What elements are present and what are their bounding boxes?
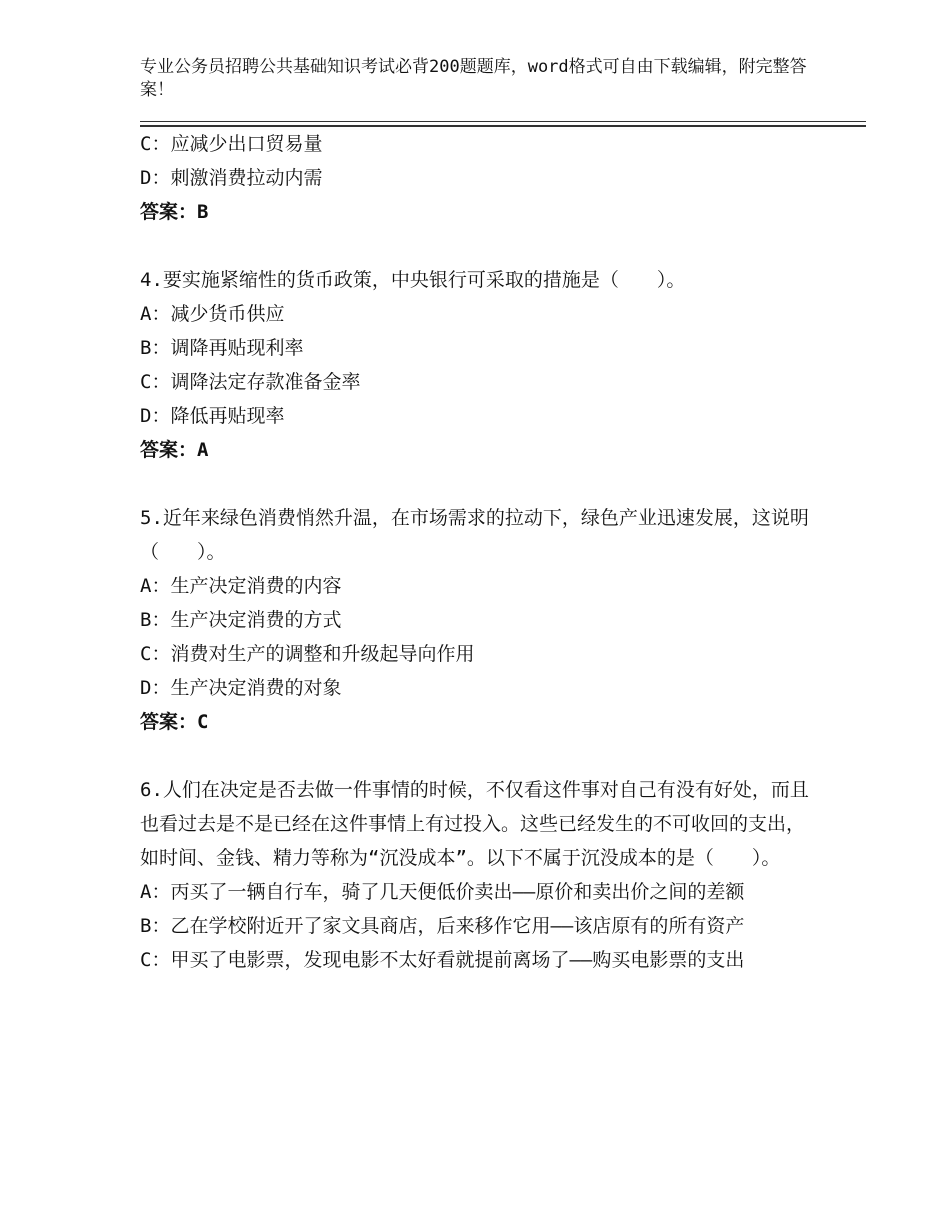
- question-stem: 6.人们在决定是否去做一件事情的时候，不仅看这件事对自己有没有好处，而且也看过去是不是已经在这件事情上有过投入。这些已经发生的不可收回的支出，如时间、金钱、精力等称为“沉没成本”。以下不属于沉没成本的是（ ）。: [140, 779, 809, 869]
- question-stem: 4.要实施紧缩性的货币政策，中央银行可采取的措施是（ ）。: [140, 269, 686, 291]
- header-divider-thin: [140, 121, 866, 122]
- document-header: 专业公务员招聘公共基础知识考试必背200题题库，word格式可自由下载编辑，附完整答案！: [140, 57, 807, 100]
- option-c: C：消费对生产的调整和升级起导向作用: [140, 643, 475, 665]
- answer-label: 答案：C: [140, 711, 209, 733]
- spacer: [140, 229, 820, 263]
- answer-label: 答案：B: [140, 201, 209, 223]
- question-stem: 5.近年来绿色消费悄然升温，在市场需求的拉动下，绿色产业迅速发展，这说明（ ）。: [140, 507, 809, 563]
- question-content: [140, 127, 820, 977]
- option-d: D：生产决定消费的对象: [140, 677, 342, 699]
- option-b: B：调降再贴现利率: [140, 337, 304, 359]
- answer-label: 答案：A: [140, 439, 209, 461]
- option-d: D：刺激消费拉动内需: [140, 167, 323, 189]
- question-previous-partial: [140, 127, 820, 229]
- question-6: [140, 773, 820, 977]
- option-d: D：降低再贴现率: [140, 405, 285, 427]
- option-a: A：生产决定消费的内容: [140, 575, 342, 597]
- option-a: A：减少货币供应: [140, 303, 285, 325]
- spacer: [140, 467, 820, 501]
- question-5: [140, 501, 820, 739]
- spacer: [140, 739, 820, 773]
- question-4: [140, 263, 820, 467]
- option-b: B：生产决定消费的方式: [140, 609, 342, 631]
- option-c: C：甲买了电影票，发现电影不太好看就提前离场了——购买电影票的支出: [140, 949, 745, 971]
- option-c: C：应减少出口贸易量: [140, 133, 323, 155]
- option-b: B：乙在学校附近开了家文具商店，后来移作它用——该店原有的所有资产: [140, 915, 745, 937]
- option-c: C：调降法定存款准备金率: [140, 371, 361, 393]
- option-a: A：丙买了一辆自行车，骑了几天便低价卖出——原价和卖出价之间的差额: [140, 881, 745, 903]
